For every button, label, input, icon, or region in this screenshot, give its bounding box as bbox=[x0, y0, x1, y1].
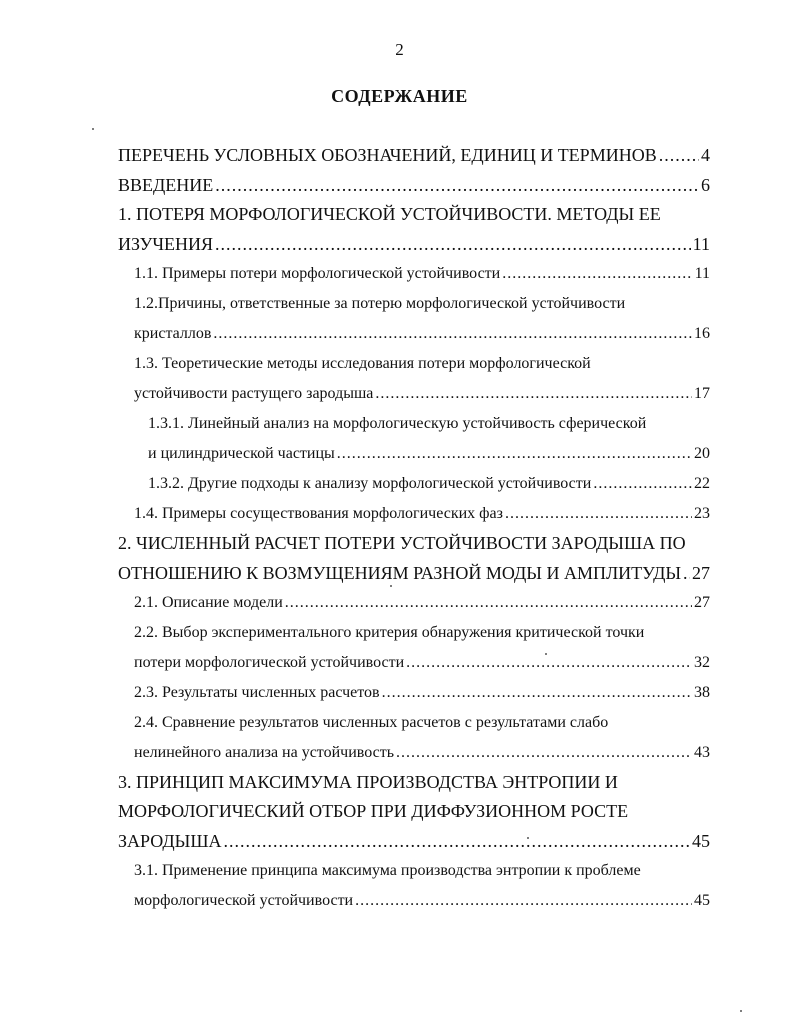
toc-title: СОДЕРЖАНИЕ bbox=[331, 86, 468, 106]
leader-dots bbox=[683, 563, 690, 584]
toc-entry-text: ИЗУЧЕНИЯ bbox=[118, 234, 214, 254]
toc-entry-text: потери морфологической устойчивости bbox=[134, 654, 405, 671]
leader-dots bbox=[659, 145, 699, 166]
leader-dots bbox=[505, 505, 692, 523]
toc-entry-text: 1.4. Примеры сосуществования морфологических фаз bbox=[134, 505, 503, 522]
toc-entry-line bbox=[148, 415, 710, 433]
leader-dots bbox=[396, 744, 692, 762]
toc-entry-line bbox=[118, 204, 710, 225]
toc-entry-page: 23 bbox=[694, 505, 710, 522]
toc-entry-text: 2.3. Результаты численных расчетов bbox=[134, 684, 380, 701]
toc-entry-line bbox=[134, 385, 710, 403]
leader-dots bbox=[355, 892, 692, 910]
toc-entry-text: кристаллов bbox=[134, 325, 212, 342]
toc-entry-line bbox=[134, 744, 710, 762]
toc-entry-page: 27 bbox=[694, 594, 710, 611]
page-number: 2 bbox=[395, 40, 404, 59]
toc-entry-line bbox=[134, 654, 710, 672]
toc-entry-text: 2. ЧИСЛЕННЫЙ РАСЧЕТ ПОТЕРИ УСТОЙЧИВОСТИ ЗАРОДЫША ПО bbox=[118, 533, 686, 553]
toc-entry-text: ВВЕДЕНИЕ bbox=[118, 175, 214, 195]
toc-entry bbox=[134, 505, 710, 523]
leader-dots bbox=[593, 475, 692, 493]
leader-dots bbox=[215, 175, 699, 196]
toc-entry-line bbox=[134, 862, 710, 880]
toc-entry-line bbox=[148, 445, 710, 463]
toc-entry-line bbox=[118, 801, 710, 822]
toc-entry-text: 3. ПРИНЦИП МАКСИМУМА ПРОИЗВОДСТВА ЭНТРОПИИ И bbox=[118, 772, 618, 792]
toc-entry-text: и цилиндрической частицы bbox=[148, 445, 335, 462]
toc-entry-page: 22 bbox=[694, 475, 710, 492]
leader-dots bbox=[215, 234, 691, 255]
toc-entry-text: ОТНОШЕНИЮ К ВОЗМУЩЕНИЯМ РАЗНОЙ МОДЫ И АМПЛИТУДЫ bbox=[118, 563, 682, 583]
scan-speck bbox=[390, 585, 392, 587]
leader-dots bbox=[285, 594, 692, 612]
toc-entry-page: 45 bbox=[694, 892, 710, 909]
toc-entry-page: 6 bbox=[701, 175, 710, 195]
toc-entry-text: 1.1. Примеры потери морфологической устойчивости bbox=[134, 265, 501, 282]
toc-entry-text: 2.4. Сравнение результатов численных расчетов с результатами слабо bbox=[134, 714, 609, 731]
scan-speck bbox=[92, 128, 94, 130]
leader-dots bbox=[213, 325, 692, 343]
toc-entry-line bbox=[134, 295, 710, 313]
toc-entry-page: 43 bbox=[694, 744, 710, 761]
toc-entry-text: устойчивости растущего зародыша bbox=[134, 385, 374, 402]
toc-entry-text: МОРФОЛОГИЧЕСКИЙ ОТБОР ПРИ ДИФФУЗИОННОМ РОСТЕ bbox=[118, 801, 629, 821]
toc-entry-line bbox=[118, 533, 710, 554]
toc-entry bbox=[134, 594, 710, 612]
toc-entry-text: 2.2. Выбор экспериментального критерия обнаружения критической точки bbox=[134, 624, 645, 641]
toc-entry-line bbox=[134, 325, 710, 343]
toc-entry-text: ПЕРЕЧЕНЬ УСЛОВНЫХ ОБОЗНАЧЕНИЙ, ЕДИНИЦ И ТЕРМИНОВ bbox=[118, 145, 657, 165]
toc-entry bbox=[118, 145, 710, 166]
toc-entry-page: 17 bbox=[694, 385, 710, 402]
scan-speck bbox=[527, 837, 529, 839]
toc-entry-page: 27 bbox=[692, 563, 710, 583]
toc-entry bbox=[134, 265, 710, 283]
toc-entry-page: 16 bbox=[694, 325, 710, 342]
toc-entry bbox=[118, 175, 710, 196]
toc-entry-line bbox=[118, 772, 710, 793]
toc-entry-line bbox=[134, 624, 710, 642]
toc-entry-page: 4 bbox=[701, 145, 710, 165]
toc-entry-line bbox=[118, 234, 710, 255]
toc-entry bbox=[148, 475, 710, 493]
scan-speck bbox=[740, 1010, 742, 1012]
toc-entry-page: 38 bbox=[694, 684, 710, 701]
toc-entry-text: 1.3. Теоретические методы исследования потери морфологической bbox=[134, 355, 591, 372]
leader-dots bbox=[382, 684, 692, 702]
toc-entry bbox=[134, 684, 710, 702]
toc-entry-line bbox=[118, 563, 710, 584]
toc-entry-page: 20 bbox=[694, 445, 710, 462]
toc-entry-text: 1.2.Причины, ответственные за потерю морфологической устойчивости bbox=[134, 295, 626, 312]
toc-entry-text: 2.1. Описание модели bbox=[134, 594, 283, 611]
toc-entry-page: 11 bbox=[692, 234, 710, 254]
scan-speck bbox=[545, 653, 547, 655]
toc-entry-line bbox=[134, 714, 710, 732]
toc-entry-text: ЗАРОДЫША bbox=[118, 831, 222, 851]
toc-entry-text: 1.3.1. Линейный анализ на морфологическую устойчивость сферической bbox=[148, 415, 647, 432]
toc-entry-text: 1. ПОТЕРЯ МОРФОЛОГИЧЕСКОЙ УСТОЙЧИВОСТИ. МЕТОДЫ ЕЕ bbox=[118, 204, 661, 224]
toc-entry-page: 45 bbox=[692, 831, 710, 851]
toc-entry-page: 32 bbox=[694, 654, 710, 671]
toc-entry-line bbox=[134, 892, 710, 910]
toc-entry-text: 1.3.2. Другие подходы к анализу морфологической устойчивости bbox=[148, 475, 592, 492]
leader-dots bbox=[375, 385, 692, 403]
toc-entry-line bbox=[118, 831, 710, 852]
leader-dots bbox=[223, 831, 690, 852]
toc-entry-text: морфологической устойчивости bbox=[134, 892, 354, 909]
toc-entry-text: 3.1. Применение принципа максимума производства энтропии к проблеме bbox=[134, 862, 641, 879]
toc-entry-page: 11 bbox=[694, 265, 710, 282]
leader-dots bbox=[337, 445, 692, 463]
toc-entry-line bbox=[134, 355, 710, 373]
toc-entry-text: нелинейного анализа на устойчивость bbox=[134, 744, 394, 761]
leader-dots bbox=[406, 654, 692, 672]
leader-dots bbox=[502, 265, 692, 283]
